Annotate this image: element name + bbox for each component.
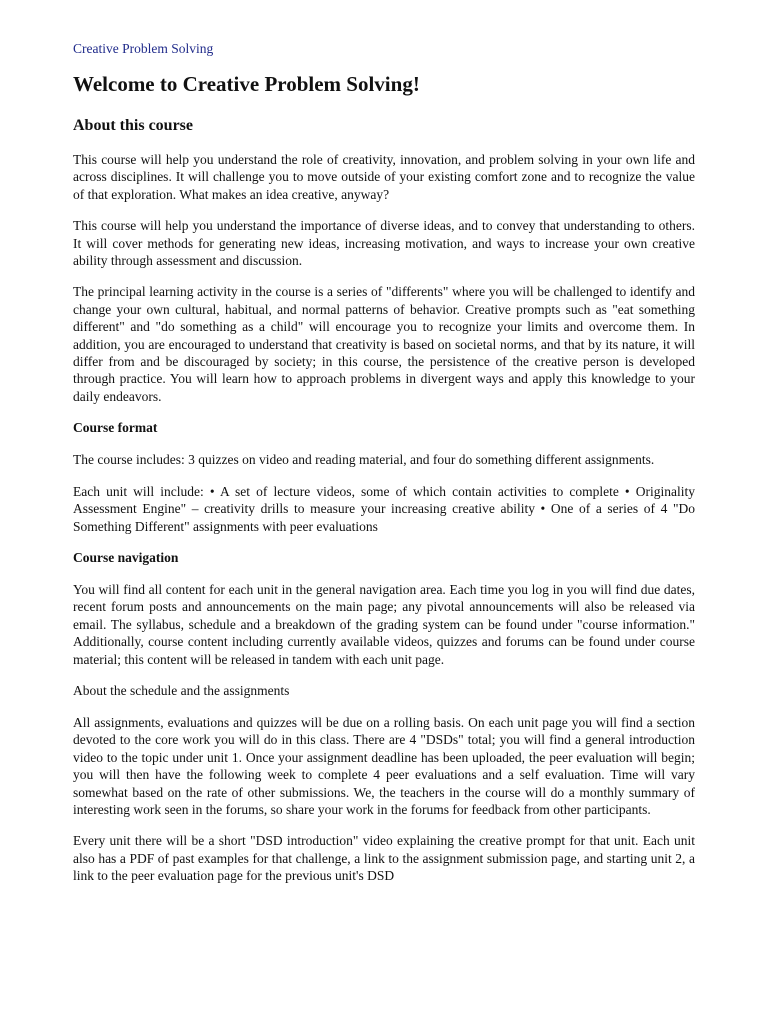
about-paragraph-2: This course will help you understand the importance of diverse ideas, and to convey that understanding to others. It will cover methods for generating new ideas, increasing motivation, and ways to increase your own creative ability through assessment and discussion.	[73, 218, 695, 269]
about-paragraph-3: The principal learning activity in the course is a series of "differents" where you will be challenged to identify and change your own cultural, habitual, and normal patterns of behavior. Creative prompts such as "eat something different" and "do something as a child" will encourage you to recognize your limits and overcome them. In addition, you are encouraged to understand that creativity is based on societal norms, and that by its nature, it will differ from and be discouraged by society; in this course, the persistence of the creative person is developed through practice. You will learn how to approach problems in divergent ways and apply this knowledge to your daily endeavors.	[73, 284, 695, 404]
navigation-heading: Course navigation	[73, 549, 179, 565]
about-heading: About this course	[73, 117, 194, 134]
format-paragraph-1: The course includes: 3 quizzes on video and reading material, and four do something different assignments.	[73, 452, 655, 468]
schedule-heading: About the schedule and the assignments	[73, 682, 290, 698]
breadcrumb-link[interactable]: Creative Problem Solving	[73, 41, 214, 56]
schedule-paragraph-2: Every unit there will be a short "DSD introduction" video explaining the creative prompt for that unit. Each unit also has a PDF of past examples for that challenge, a link to the assignment submission page, and starting unit 2, a link to the peer evaluation page for the previous unit's DSD	[73, 833, 695, 884]
page-content	[73, 40, 695, 885]
navigation-paragraph-1: You will find all content for each unit in the general navigation area. Each time you log in you will find due dates, recent forum posts and announcements on the main page; any pivotal announcements will also be released via email. The syllabus, schedule and a breakdown of the grading system can be found under "course information." Additionally, course content including currently available videos, quizzes and forums can be found under course material; this content will be released in tandem with each unit page.	[73, 581, 695, 667]
format-paragraph-2: Each unit will include: • A set of lecture videos, some of which contain activities to complete • Originality Assessment Engine" – creativity drills to measure your increasing creative ability • One of a series of 4 "Do Something Different" assignments with peer evaluations	[73, 483, 695, 534]
page-title: Welcome to Creative Problem Solving!	[73, 72, 420, 96]
format-heading: Course format	[73, 420, 158, 436]
about-paragraph-1: This course will help you understand the role of creativity, innovation, and problem solving in your own life and across disciplines. It will challenge you to move outside of your existing comfort zone and to recognize the value of that exploration. What makes an idea creative, anyway?	[73, 152, 695, 202]
schedule-paragraph-1: All assignments, evaluations and quizzes will be due on a rolling basis. On each unit page you will find a section devoted to the core work you will do in this class. There are 4 "DSDs" total; you will find a general introduction video to the topic under unit 1. Once your assignment deadline has been uploaded, the peer evaluation will begin; you will then have the following week to complete 4 peer evaluations and a self evaluation. Time will vary somewhat based on the rate of other submissions. We, the teachers in the course will do a monthly summary of interesting work seen in the forums, so share your work in the forums for feedback from other participants.	[73, 714, 695, 817]
